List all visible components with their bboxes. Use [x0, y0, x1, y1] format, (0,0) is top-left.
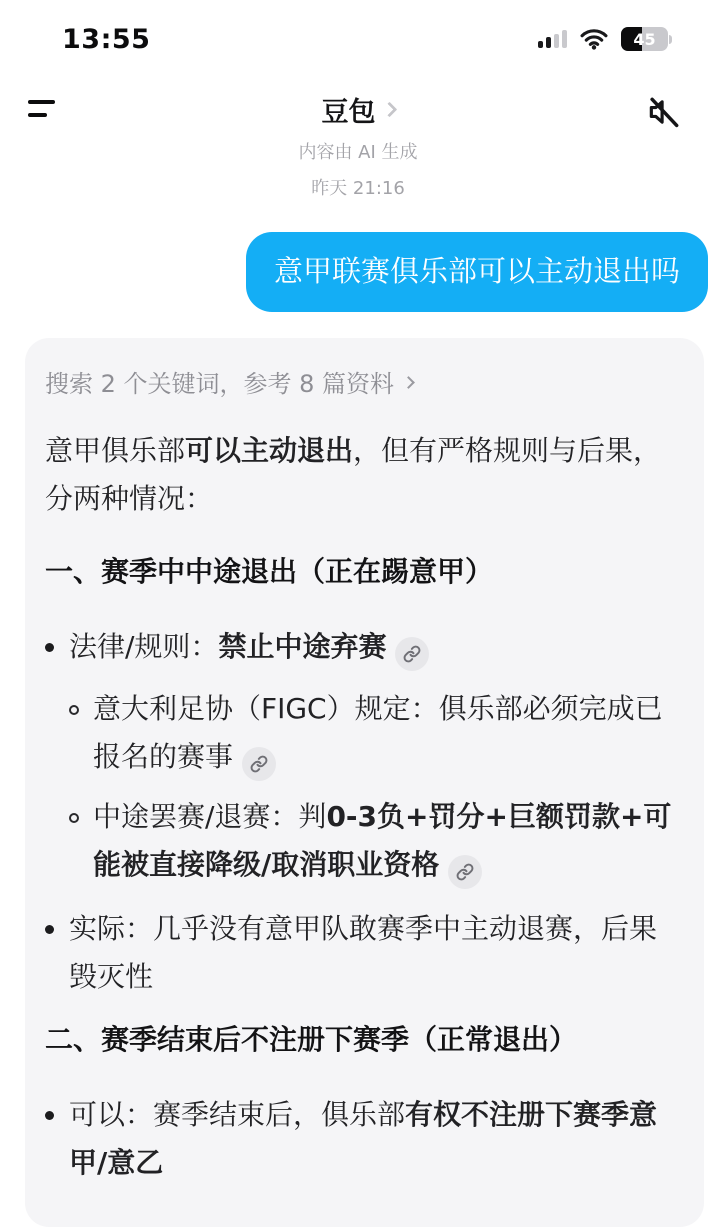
battery-cap — [669, 35, 672, 44]
assistant-message-card — [25, 338, 704, 1227]
text-segment: ，但有严格规则与后果，分两种情况： — [45, 433, 662, 515]
status-icons — [538, 27, 672, 51]
bullet-ring-icon — [69, 705, 79, 715]
status-bar — [0, 0, 716, 64]
user-message-bubble[interactable]: 意甲联赛俱乐部可以主动退出吗 — [246, 232, 708, 312]
rich-text — [93, 793, 684, 889]
assistant-answer-blocks — [45, 427, 684, 1187]
rich-text — [45, 1023, 577, 1056]
text-segment: 法律/规则： — [69, 629, 219, 663]
chevron-right-icon — [381, 102, 397, 118]
mute-button[interactable] — [642, 90, 686, 134]
bullet-dot-icon — [45, 925, 54, 934]
conversation-timestamp: 昨天 21:16 — [311, 178, 405, 199]
citation-link-icon[interactable] — [242, 747, 276, 781]
bullet-marker-column — [45, 1091, 69, 1187]
rich-text — [93, 685, 684, 781]
bold-text-segment: 0-3负+罚分+巨额罚款+可能被直接降级/取消职业资格 — [93, 799, 672, 881]
citation-link-icon[interactable] — [395, 637, 429, 671]
bullet-dot-icon — [45, 643, 54, 652]
section-heading — [45, 1019, 684, 1061]
bold-text-segment: 二、赛季结束后不注册下赛季（正常退出） — [45, 1022, 578, 1056]
rich-text — [45, 434, 661, 515]
section-heading — [45, 551, 684, 593]
rich-text — [45, 555, 493, 588]
chat-header — [0, 64, 716, 206]
text-segment: 意甲俱乐部 — [45, 433, 186, 467]
text-segment: 中途罢赛/退赛：判 — [93, 799, 327, 833]
user-message-row — [0, 206, 716, 312]
rich-text — [69, 905, 684, 1001]
bold-text-segment: 禁止中途弃赛 — [218, 629, 387, 663]
signal-strength-icon — [538, 30, 567, 48]
bullet-dot-icon — [45, 1111, 54, 1120]
list-item — [45, 1091, 684, 1187]
bot-name: 豆包 — [321, 97, 376, 128]
speaker-muted-icon — [645, 93, 683, 131]
search-summary-row[interactable] — [45, 364, 684, 399]
bullet-marker-column — [45, 623, 69, 671]
list-item — [45, 623, 684, 671]
ai-generated-notice: 内容由 AI 生成 — [298, 142, 418, 163]
list-item — [69, 685, 684, 781]
rich-text — [69, 623, 684, 671]
text-segment: 可以：赛季结束后，俱乐部 — [69, 1097, 406, 1131]
text-segment: 意大利足协（FIGC）规定：俱乐部必须完成已报名的赛事 — [93, 691, 663, 773]
bullet-marker-column — [45, 905, 69, 1001]
text-segment: 实际：几乎没有意甲队敢赛季中主动退赛，后果毁灭性 — [69, 911, 658, 993]
bullet-marker-column — [69, 685, 93, 781]
menu-button[interactable] — [28, 100, 62, 126]
battery-percentage: 45 — [633, 29, 656, 49]
list-item — [69, 793, 684, 889]
answer-paragraph — [45, 427, 684, 523]
message-area — [0, 206, 716, 1227]
search-summary-label: 搜索 2 个关键词，参考 8 篇资料 — [45, 369, 395, 398]
chevron-right-icon — [402, 376, 415, 389]
list-item — [45, 905, 684, 1001]
bold-text-segment: 有权不注册下赛季意甲/意乙 — [69, 1097, 658, 1179]
clock-time: 13:55 — [62, 23, 151, 55]
bullet-ring-icon — [69, 813, 79, 823]
bold-text-segment: 可以主动退出 — [185, 433, 354, 467]
rich-text — [69, 1091, 684, 1187]
bot-title-row[interactable] — [0, 90, 716, 129]
wifi-icon — [580, 28, 608, 50]
citation-link-icon[interactable] — [448, 855, 482, 889]
battery-icon — [621, 27, 672, 51]
bold-text-segment: 一、赛季中中途退出（正在踢意甲） — [45, 554, 494, 588]
bullet-marker-column — [69, 793, 93, 889]
